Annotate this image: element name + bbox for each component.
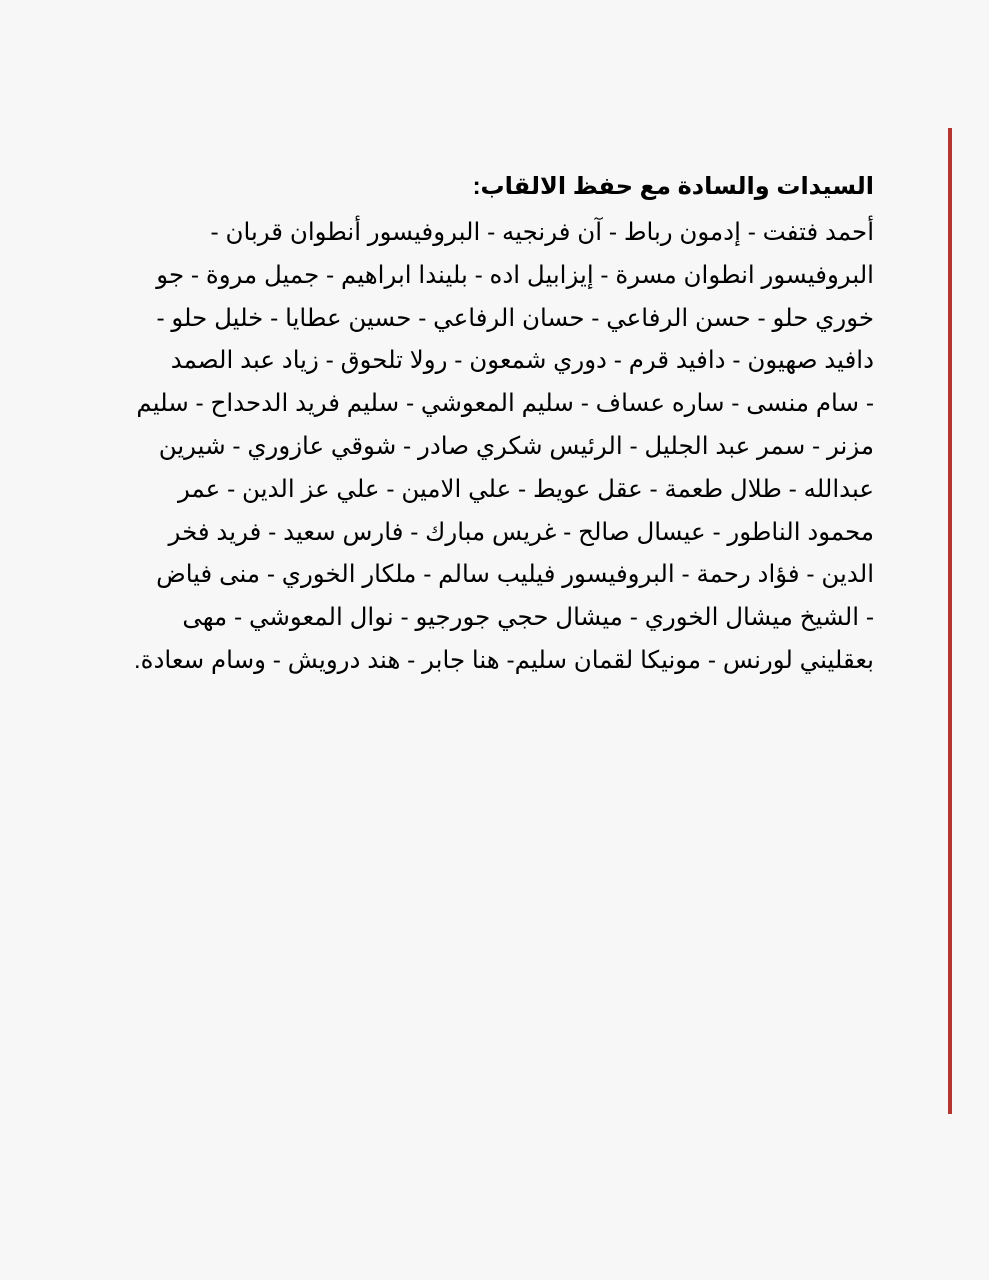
- text-line: - سام منسى - ساره عساف - سليم المعوشي - سليم فريد الدحداح - سليم: [136, 390, 874, 418]
- text-line: - الشيخ ميشال الخوري - ميشال حجي جورجيو - نوال المعوشي - مهى: [182, 604, 874, 632]
- document-content: [112, 168, 874, 683]
- text-line: دافيد صهيون - دافيد قرم - دوري شمعون - رولا تلحوق - زياد عبد الصمد: [170, 347, 874, 375]
- text-line: مزنر - سمر عبد الجليل - الرئيس شكري صادر - شوقي عازوري - شيرين: [158, 432, 874, 460]
- text-line: خوري حلو - حسن الرفاعي - حسان الرفاعي - حسين عطايا - خليل حلو -: [156, 304, 874, 332]
- text-line: أحمد فتفت - إدمون رباط - آن فرنجيه - البروفيسور أنطوان قربان -: [210, 219, 874, 246]
- text-line: بعقليني لورنس - مونيكا لقمان سليم- هنا جابر - هند درويش - وسام سعادة.: [133, 646, 874, 674]
- page-heading: السيدات والسادة مع حفظ الالقاب:: [472, 173, 874, 200]
- text-line: محمود الناطور - عيسال صالح - غريس مبارك - فارس سعيد - فريد فخر: [168, 518, 874, 546]
- text-line: الدين - فؤاد رحمة - البروفيسور فيليب سالم - ملكار الخوري - منى فياض: [156, 561, 874, 589]
- text-line: البروفيسور انطوان مسرة - إيزابيل اده - بليندا ابراهيم - جميل مروة - جو: [156, 261, 874, 289]
- text-line: عبدالله - طلال طعمة - عقل عويط - علي الامين - علي عز الدين - عمر: [177, 475, 874, 503]
- names-paragraph: [112, 212, 874, 683]
- side-rule: [948, 128, 952, 1114]
